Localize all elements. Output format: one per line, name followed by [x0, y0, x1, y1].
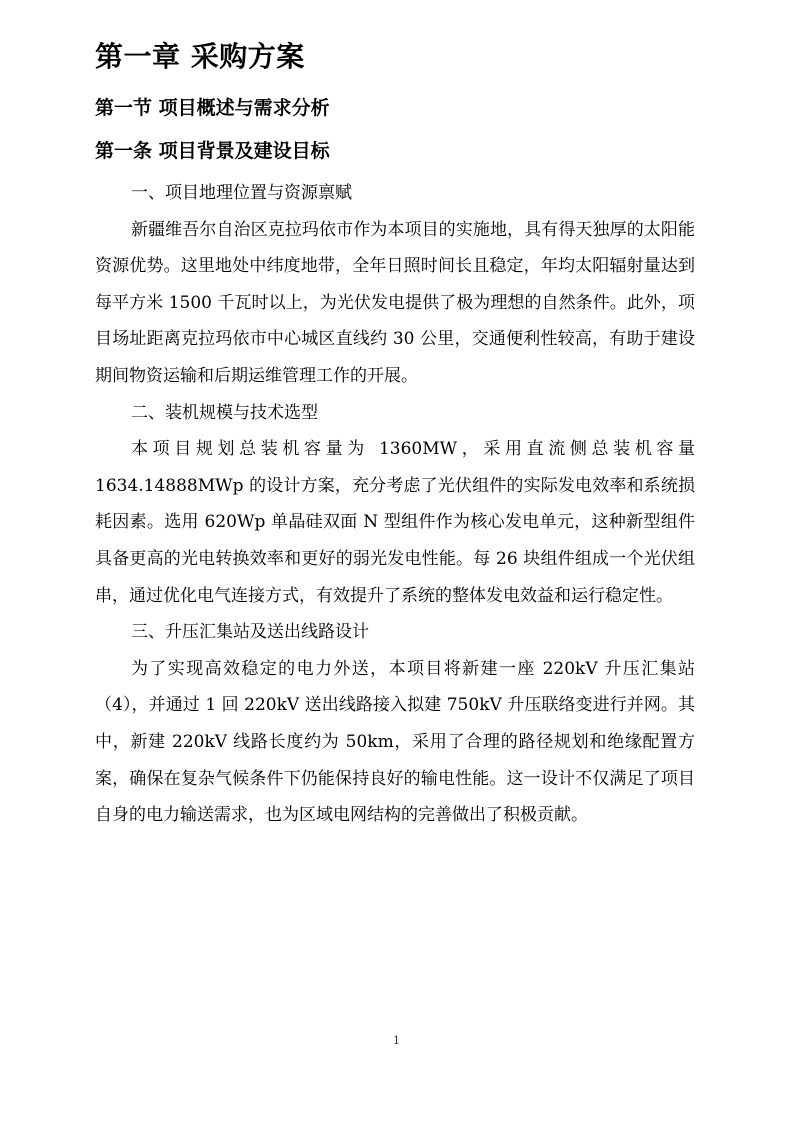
paragraph-1: 新疆维吾尔自治区克拉玛依市作为本项目的实施地，具有得天独厚的太阳能资源优势。这里地处中纬度地带，全年日照时间长且稳定，年均太阳辐射量达到每平方米 1500 千瓦时以上，为光伏发电提供了极为理想的自然条件。此外，项目场址距离克拉玛依市中心城区直线约 30 公里，交通便利性较高，有助于建设期间物资运输和后期运维管理工作的开展。 — [95, 219, 695, 386]
chapter-title: 第一章 采购方案 — [95, 40, 305, 73]
body-text — [95, 175, 695, 834]
paragraph-2: 本项目规划总装机容量为 1360MW，采用直流侧总装机容量 1634.14888MWp 的设计方案，充分考虑了光伏组件的实际发电效率和系统损耗因素。选用 620Wp 单晶硅双面 N 型组件作为核心发电单元，这种新型组件具备更高的光电转换效率和更好的弱光发电性能。每 26 块组件组成一个光伏组串，通过优化电气连接方式，有效提升了系统的整体发电效益和运行稳定性。 — [95, 439, 695, 606]
paragraph-3: 为了实现高效稳定的电力外送，本项目将新建一座 220kV 升压汇集站（4），并通过 1 回 220kV 送出线路接入拟建 750kV 升压联络变进行并网。其中，新建 220kV 线路长度约为 50km，采用了合理的路径规划和绝缘配置方案，确保在复杂气候条件下仍能保持良好的输电性能。这一设计不仅满足了项目自身的电力输送需求，也为区域电网结构的完善做出了积极贡献。 — [95, 658, 695, 826]
subsection-heading-2: 二、装机规模与技术选型 — [131, 402, 318, 423]
section-title: 第一节 项目概述与需求分析 — [95, 97, 330, 119]
page-number: 1 — [393, 1034, 400, 1047]
subsection-heading-3: 三、升压汇集站及送出线路设计 — [131, 622, 369, 643]
article-title: 第一条 项目背景及建设目标 — [95, 140, 330, 162]
subsection-heading-1: 一、项目地理位置与资源禀赋 — [131, 183, 352, 203]
